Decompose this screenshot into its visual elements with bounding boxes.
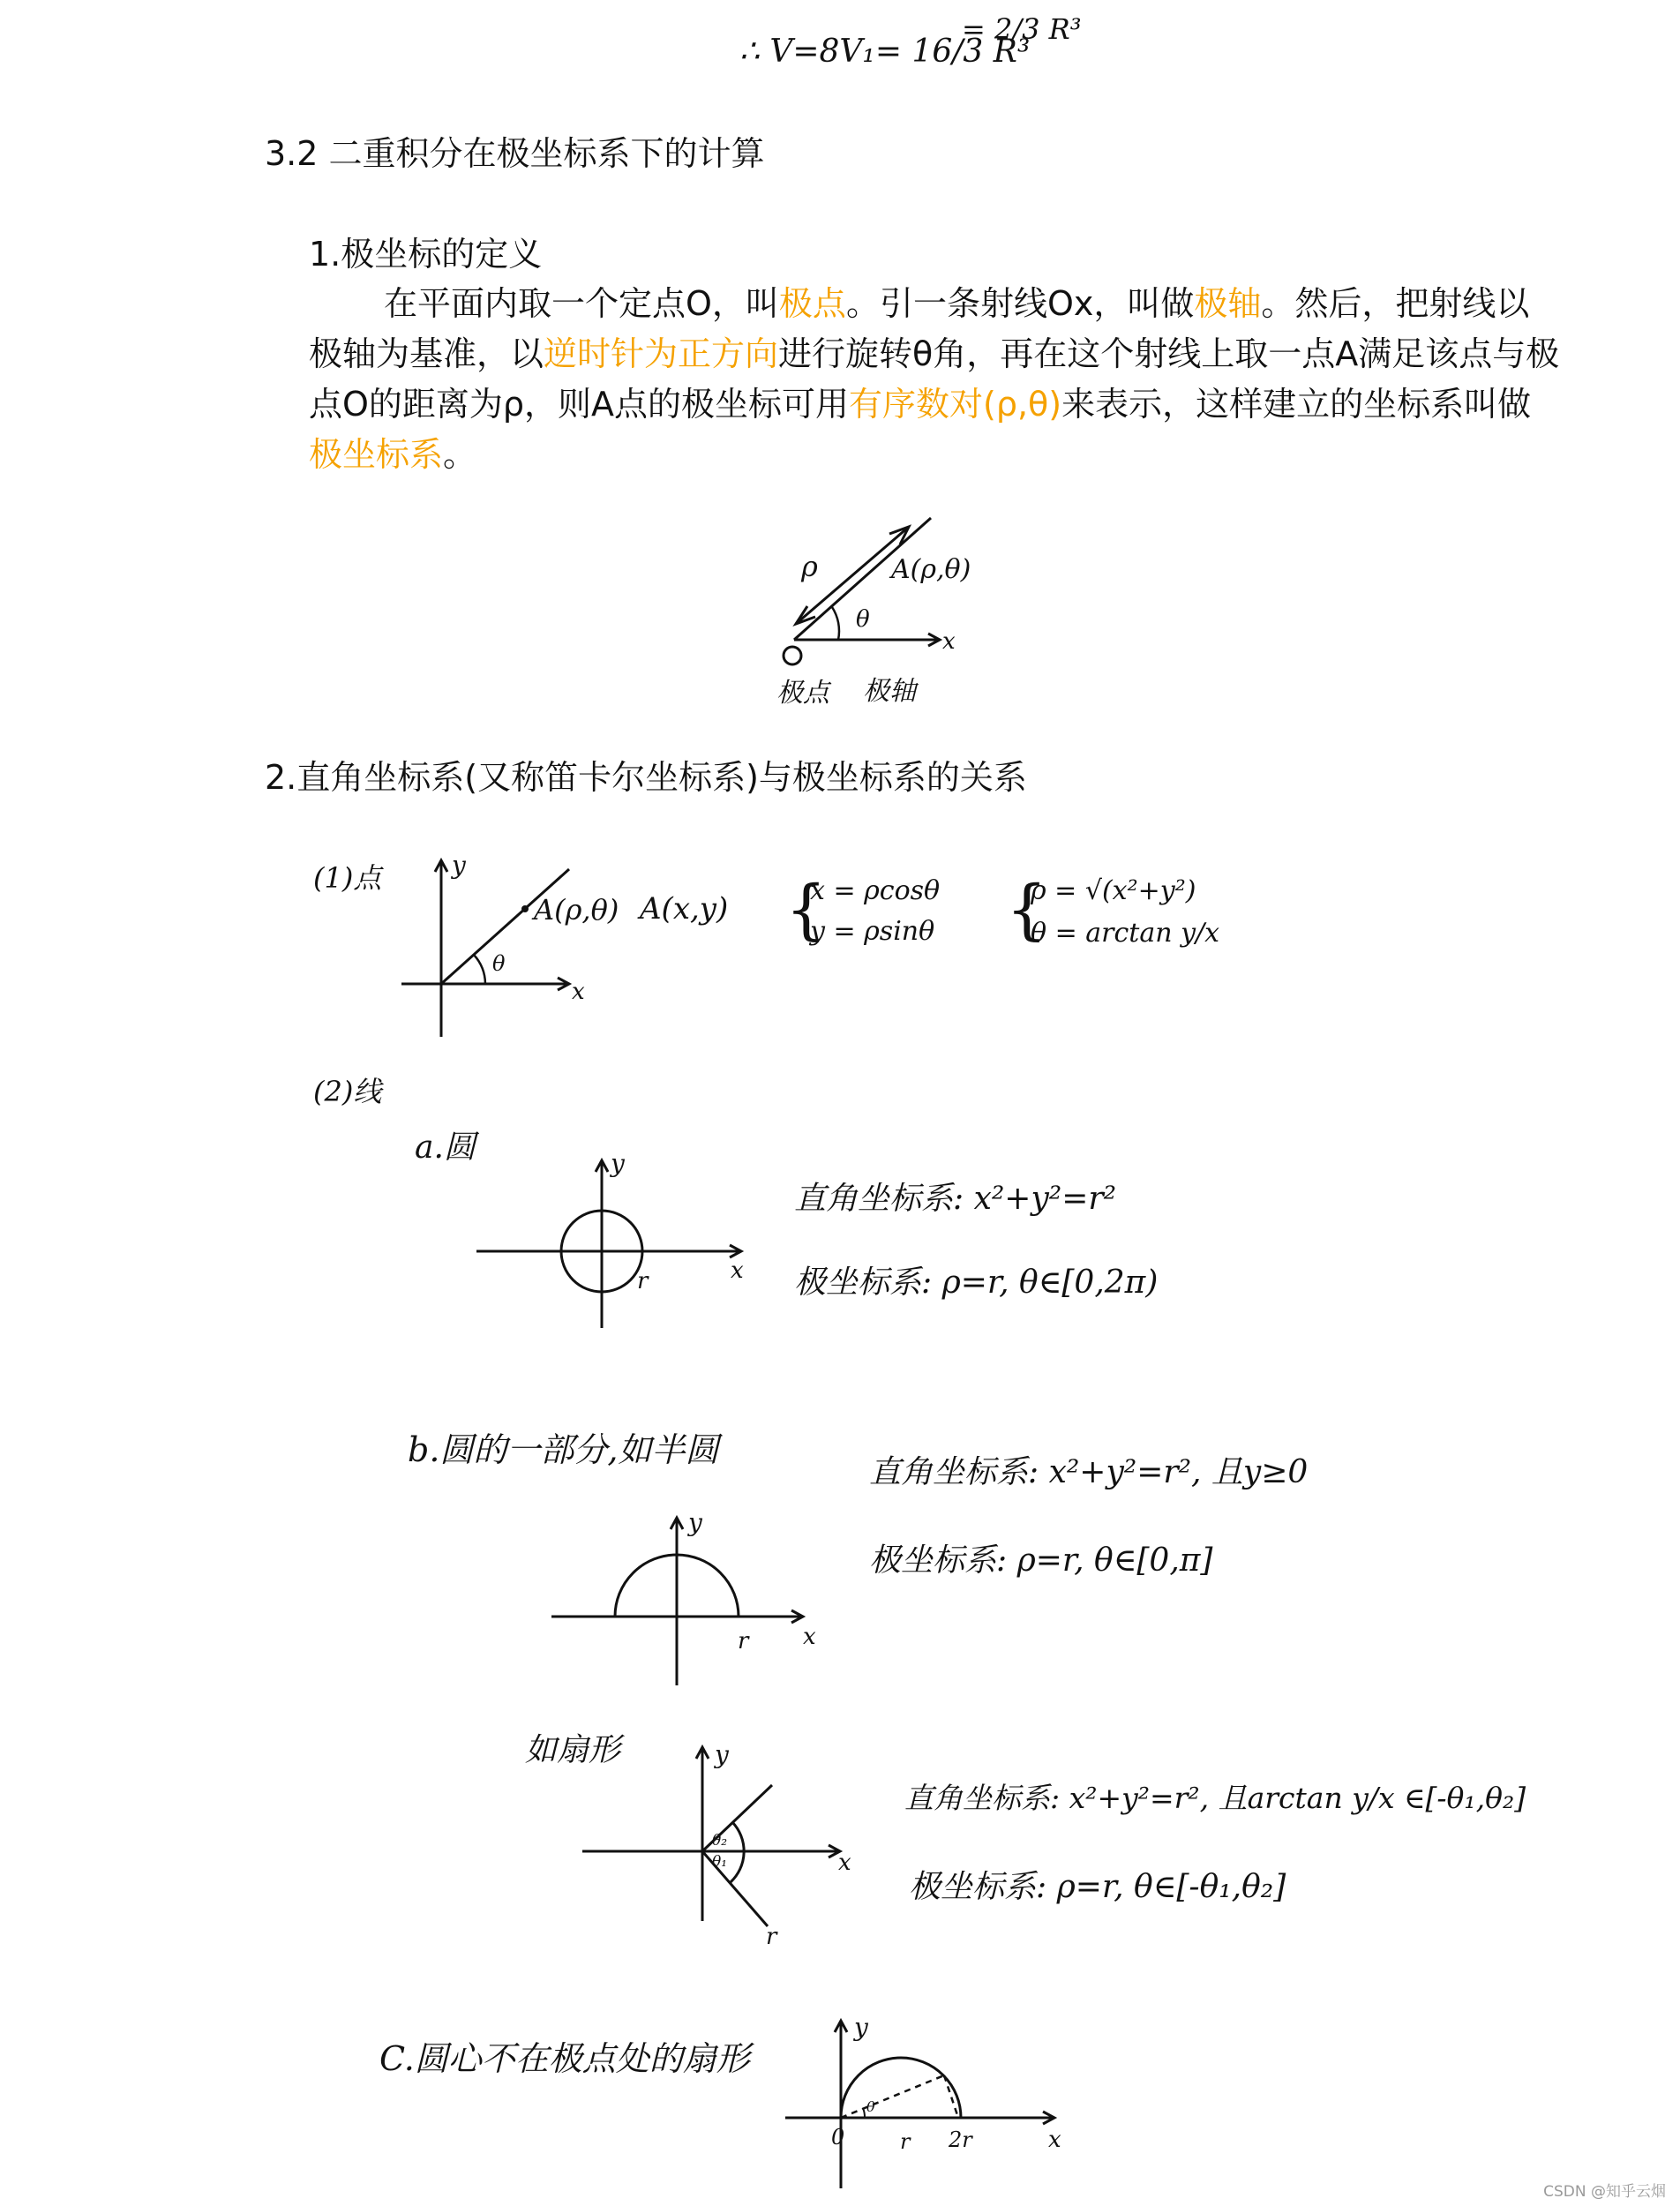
r-label: r [738, 1628, 749, 1654]
para-text-f: 。 [443, 435, 477, 474]
x-label: x [731, 1257, 744, 1284]
polar-from-cart-rho: ρ = √(x²+y²) [1031, 875, 1196, 906]
sector-figure [574, 1734, 874, 1946]
sector-label: 如扇形 [525, 1732, 621, 1768]
y-label: y [452, 851, 466, 880]
offcenter-sector-figure [776, 2007, 1076, 2206]
theta-arc [832, 607, 839, 640]
circle-label: a.圆 [415, 1129, 476, 1166]
x-label: x [572, 979, 585, 1005]
polar-from-cart-theta: θ = arctan y/x [1031, 918, 1220, 949]
semicircle-polar-eq: 极坐标系: ρ=r, θ∈[0,π] [869, 1542, 1213, 1579]
part1-heading: 1.极坐标的定义 [309, 235, 543, 274]
para-text-b: 。引一条射线Ox，叫做 [845, 284, 1195, 323]
term-polar-axis: 极轴 [1194, 284, 1262, 323]
origin-label: 0 [831, 2125, 845, 2150]
circle-cartesian-eq: 直角坐标系: x²+y²=r² [794, 1181, 1117, 1217]
2r-tick-label: 2r [949, 2127, 972, 2152]
part2-heading: 2.直角坐标系(又称笛卡尔坐标系)与极坐标系的关系 [265, 758, 1027, 797]
x-label: x [942, 628, 956, 655]
r-tick-label: r [900, 2129, 911, 2154]
sector-polar-eq: 极坐标系: ρ=r, θ∈[-θ₁,θ₂] [909, 1869, 1286, 1905]
point-figure [388, 847, 600, 1041]
theta-arc [474, 955, 485, 984]
y-label: y [688, 1508, 702, 1537]
semicircle-figure [538, 1504, 838, 1690]
offcenter-sector-label: C.圆心不在极点处的扇形 [379, 2039, 750, 2078]
semicircle-label: b.圆的一部分,如半圆 [408, 1430, 719, 1469]
pole-label: 极点 [776, 678, 829, 709]
term-pole: 极点 [778, 284, 846, 323]
top-formula-aside: = 2/3 R³ [962, 12, 1082, 46]
ray-line [441, 869, 569, 984]
x-label: x [803, 1624, 816, 1650]
point-label: A(ρ,θ) [891, 554, 971, 585]
top-formula: ∴ V=8V₁= 16/3 R³ [739, 34, 1031, 70]
circle-polar-eq: 极坐标系: ρ=r, θ∈[0,2π) [794, 1264, 1159, 1301]
para-text-a: 在平面内取一个定点O，叫 [384, 284, 779, 323]
theta1-label: θ₁ [712, 1853, 728, 1871]
cartesian-point-label: A(x,y) [640, 891, 729, 927]
theta-label: θ [856, 606, 870, 633]
r-label: r [766, 1924, 777, 1946]
x-label: x [838, 1850, 851, 1876]
rho-label: ρ [801, 550, 818, 583]
term-ordered-pair: 有序数对(ρ,θ) [849, 385, 1062, 424]
section-title: 3.2 二重积分在极坐标系下的计算 [265, 134, 765, 173]
y-label: y [611, 1149, 625, 1178]
r-label: r [637, 1268, 649, 1294]
semicircle-cartesian-eq: 直角坐标系: x²+y²=r², 且y≥0 [869, 1454, 1309, 1490]
polar-point-label: A(ρ,θ) [534, 893, 619, 927]
theta-label: θ [492, 951, 506, 976]
point-marker [521, 905, 529, 912]
y-label: y [715, 1740, 729, 1769]
circle-figure [468, 1147, 768, 1332]
brace-2: { [1006, 872, 1048, 948]
dashed-radius [841, 2075, 944, 2118]
watermark: CSDN @知乎云烟 [1543, 2183, 1666, 2201]
theta-label: θ [866, 2098, 875, 2115]
term-ccw-positive: 逆时针为正方向 [544, 334, 779, 373]
pole-circle [784, 647, 801, 664]
point-subheading: (1)点 [313, 861, 382, 895]
para-text-e: 来表示，这样建立的坐标系叫做 [1061, 385, 1532, 424]
y-label: y [854, 2013, 868, 2042]
theta2-label: θ₂ [712, 1832, 728, 1850]
polar-definition-figure [768, 507, 979, 724]
sector-cartesian-eq: 直角坐标系: x²+y²=r², 且arctan y/x ∈[-θ₁,θ₂] [904, 1781, 1526, 1815]
brace-1: { [785, 872, 828, 948]
cart-to-polar-x: x = ρcosθ [810, 875, 941, 906]
part1-paragraph [309, 279, 1562, 480]
theta-arc [863, 2108, 865, 2118]
line-subheading: (2)线 [313, 1075, 382, 1108]
semicircle-shape [841, 2058, 961, 2118]
term-polar-system: 极坐标系 [309, 435, 444, 474]
x-label: x [1048, 2127, 1061, 2153]
cart-to-polar-y: y = ρsinθ [810, 916, 935, 947]
para-text-c: 。然后，把射线以极轴为基准，以 [309, 284, 1530, 373]
para-text-d: 进行旋转θ角，再在这个射线上取一点A满足该点与极点O的距离为ρ，则A点的极坐标可用 [309, 334, 1560, 424]
axis-label: 极轴 [863, 676, 916, 707]
